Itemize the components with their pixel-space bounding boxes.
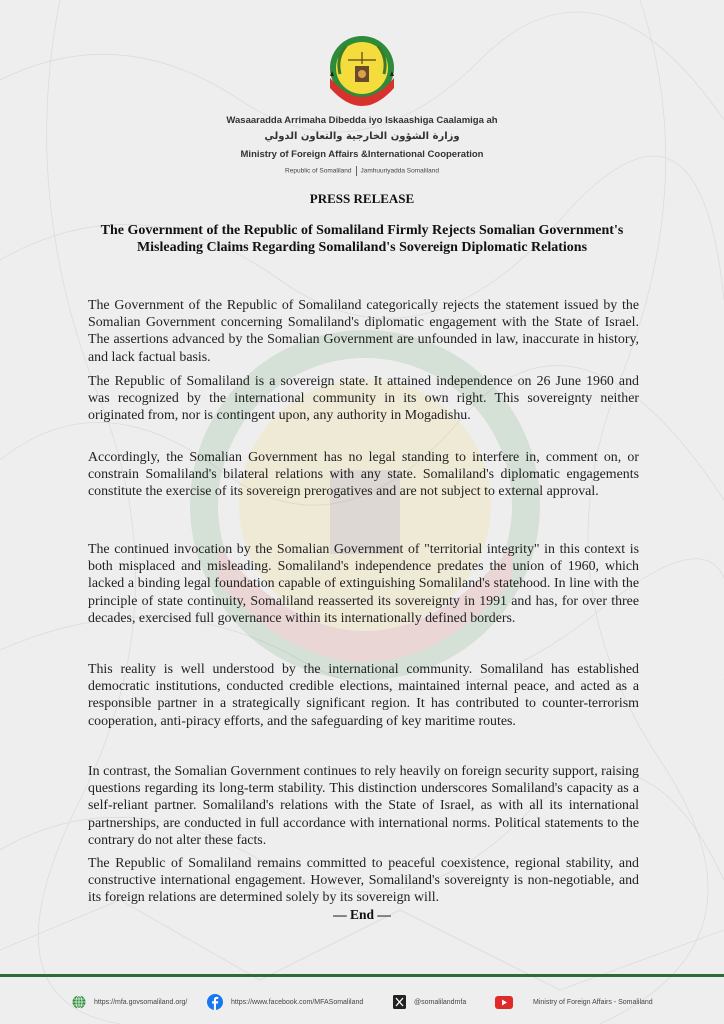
footer-youtube-link[interactable] (495, 992, 653, 1012)
youtube-icon (495, 996, 513, 1009)
paragraph: Accordingly, the Somalian Government has no legal standing to interfere in, comment on, or constrain Somaliland's bilateral relations with any state. Somaliland's diplomatic engagements constitute the exercise of its sovereign prerogatives and are not subject to external approval. (88, 450, 639, 500)
youtube-label: Ministry of Foreign Affairs - Somaliland (533, 998, 653, 1006)
paragraph: The Government of the Republic of Somaliland categorically rejects the statement issued by the Somalian Government concerning Somaliland's diplomatic engagement with the State of Israel. The assertions advanced by the Somalian Government are unfounded in law, inaccurate in history, and lack factual basis. (88, 298, 639, 365)
footer-x-link[interactable] (393, 992, 466, 1012)
document-type-label: PRESS RELEASE (309, 191, 415, 206)
footer-divider (0, 974, 724, 977)
divider (356, 166, 357, 176)
end-marker: — End — (333, 907, 391, 922)
ministry-name-arabic: وزارة الشؤون الخارجية والتعاون الدولي (264, 131, 460, 142)
paragraph: The Republic of Somaliland is a sovereign state. It attained independence on 26 June 1960 and was recognized by the international community in its own right. This sovereignty neither originated from, nor is contingent upon, any authority in Mogadishu. (88, 374, 639, 424)
footer-links (0, 992, 724, 1012)
globe-icon (72, 995, 86, 1009)
paragraph: The Republic of Somaliland remains committed to peaceful coexistence, regional stability, and constructive international engagement. However, Somaliland's sovereignty is non-negotiable, and its foreign relations are determined solely by its sovereign will. (88, 856, 639, 906)
country-english: Republic of Somaliland (285, 167, 352, 175)
headline: The Government of the Republic of Somaliland Firmly Rejects Somalian Government's Misleading Claims Regarding Somaliland's Sovereign Diplomatic Relations (100, 223, 624, 255)
paragraph: In contrast, the Somalian Government continues to rely heavily on foreign security support, raising questions regarding its long-term stability. This distinction underscores Somaliland's capacity as a self-reliant partner. Somaliland's relations with the State of Israel, as with all its international partnerships, are conducted in full accordance with international norms. Political statements to the contrary do not alter these facts. (88, 764, 639, 848)
website-label: https://mfa.govsomaliland.org/ (94, 998, 188, 1006)
ministry-name-english: Ministry of Foreign Affairs &International Cooperation (240, 149, 484, 160)
facebook-label: https://www.facebook.com/MFASomaliland (231, 998, 364, 1006)
somaliland-coat-of-arms-icon (326, 34, 398, 106)
country-somali: Jamhuuriyadda Somaliland (360, 167, 439, 175)
x-icon (393, 995, 406, 1009)
footer-website-link[interactable] (72, 992, 187, 1012)
footer-facebook-link[interactable] (207, 992, 363, 1012)
x-label: @somalilandmfa (414, 998, 467, 1006)
facebook-icon (207, 994, 223, 1010)
country-line (0, 166, 724, 176)
ministry-name-somali: Wasaaradda Arrimaha Dibedda iyo Iskaashiga Caalamiga ah (226, 115, 498, 126)
paragraph: The continued invocation by the Somalian Government of "territorial integrity" in this context is both misplaced and misleading. Somaliland's independence predates the union of 1960, which lacked a binding legal foundation capable of extinguishing Somaliland's statehood. In line with the principle of state continuity, Somaliland reasserted its sovereignty in 1991 and has, for over three decades, exercised full governance within its internationally defined borders. (88, 542, 639, 626)
paragraph: This reality is well understood by the international community. Somaliland has established democratic institutions, conducted credible elections, maintained internal peace, and acted as a responsible partner in a strategically significant region. It has contributed to counter-terrorism cooperation, anti-piracy efforts, and the safeguarding of key maritime routes. (88, 662, 639, 729)
